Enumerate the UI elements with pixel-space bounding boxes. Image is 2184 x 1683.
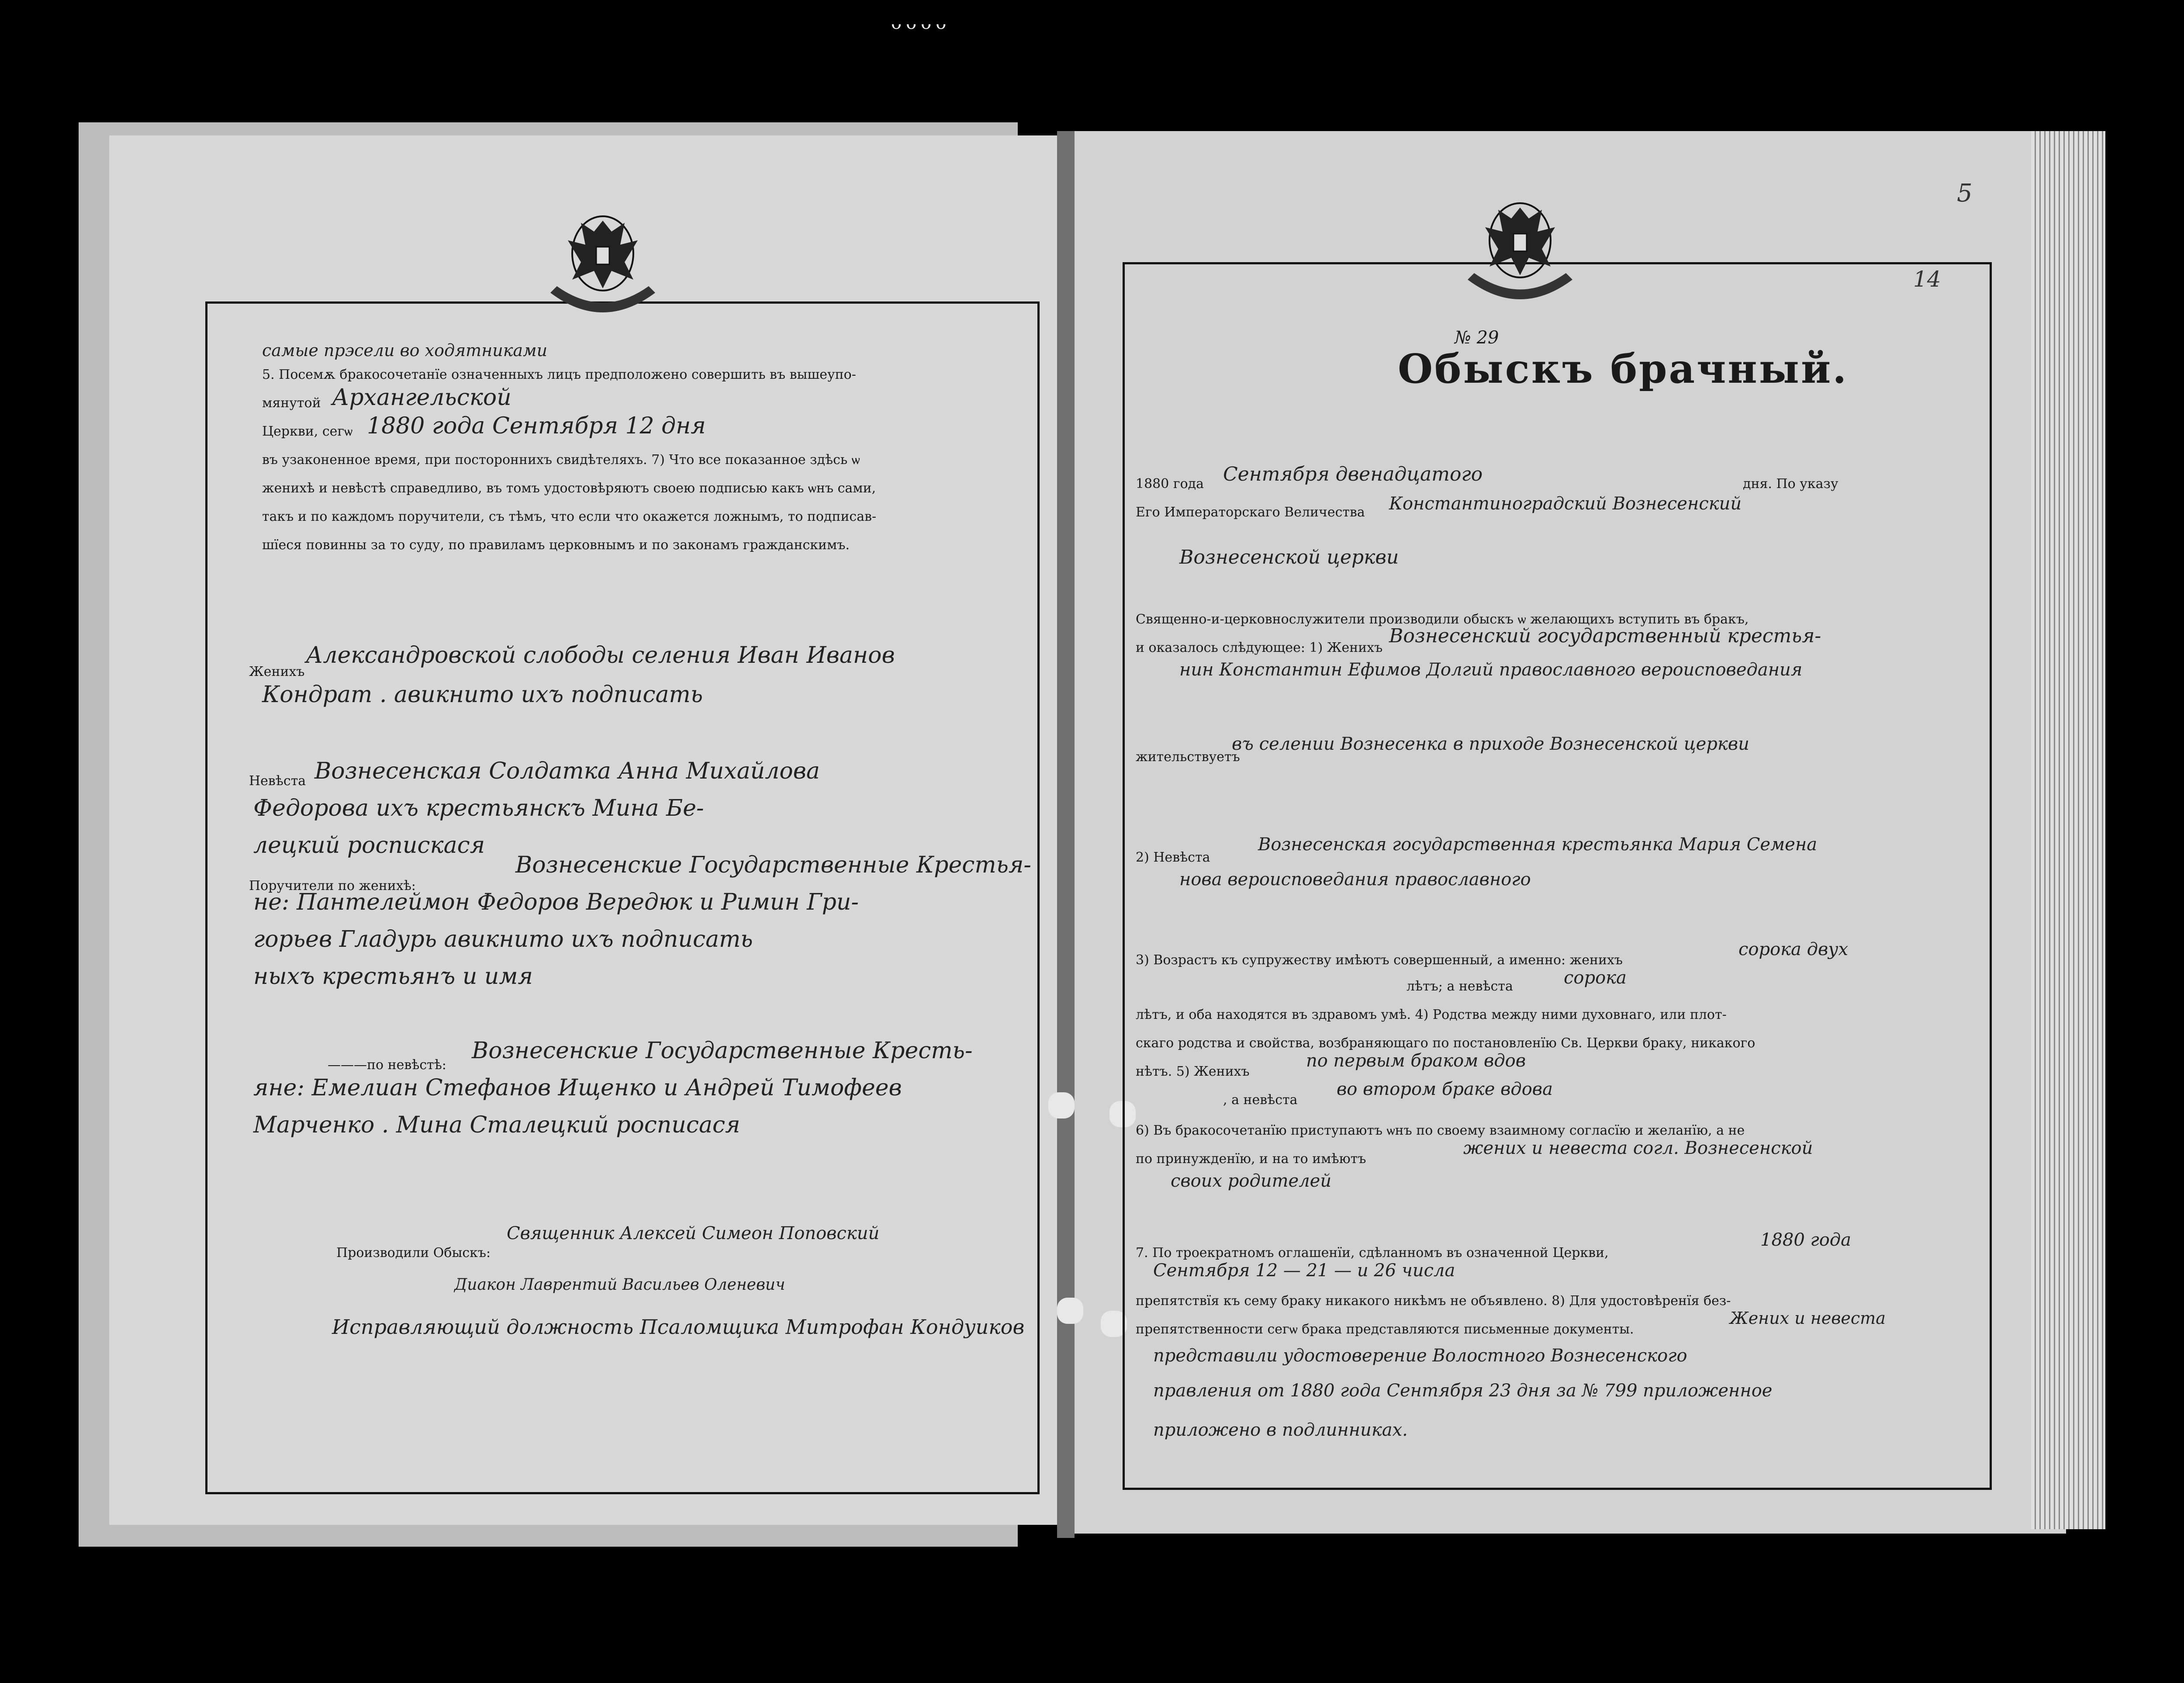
bride-sureties-handwritten-2: яне: Емелиан Стефанов Ищенко и Андрей Тимофеев [253, 1075, 902, 1101]
bride-status-handwritten: во втором браке вдова [1337, 1079, 1553, 1099]
book-edge-pages [2031, 131, 2105, 1529]
groom-handwritten-1: Александровской слободы селения Иван Иванов [306, 642, 895, 668]
bride-handwritten-1: Вознесенская государственная крестьянка Мария Семена [1258, 835, 1818, 855]
bride-label: Невѣста [249, 773, 306, 789]
binding-tape [1057, 1298, 1083, 1324]
groom-sureties-handwritten-4: ныхъ крестьянъ и имя [253, 963, 533, 990]
kinship-clause-2: скаго родства и свойства, возбраняющаго по постановленїю Св. Церкви браку, никакого [1136, 1035, 1755, 1051]
consent-clause-2: по принужденїю, и на то имѣютъ [1136, 1151, 1366, 1167]
clause-7-line2: женихѣ и невѣстѣ справедливо, въ томъ удостовѣряютъ своею подписью какъ ѡнъ сами, [262, 481, 876, 496]
groom-handwritten-2: нин Константин Ефимов Долгий православного вероисповедания [1179, 660, 1803, 680]
documents-clause: препятственности сегѡ брака представляются письменные документы. [1136, 1322, 1634, 1337]
by-decree-text: дня. По указу [1743, 476, 1838, 492]
clause-5-line2: мянутой [262, 395, 321, 411]
impediment-clause: препятствїя къ сему браку никакого никѣмъ не объявлено. 8) Для удостовѣренїя без- [1136, 1293, 1731, 1309]
bride-handwritten-2: Федорова ихъ крестьянскъ Мина Бе- [253, 795, 704, 821]
examiners-label: Производили Обыскъ: [336, 1245, 491, 1261]
carryover-line: самые прэсели во ходятниками [262, 341, 548, 360]
consent-handwritten-1: жених и невеста согл. Вознесенской [1463, 1138, 1813, 1158]
groom-sureties-handwritten-1: Вознесенские Государственные Крестья- [515, 852, 1031, 878]
documents-handwritten-2: представили удостоверение Волостного Вознесенского [1153, 1346, 1687, 1366]
clause-5-line1: 5. Посемѫ бракосочетанїе означенныхъ лицъ предположено совершить въ вышеупо- [262, 367, 856, 382]
banns-dates-handwritten: Сентября 12 — 21 — и 26 числа [1153, 1261, 1455, 1281]
imperial-majesty-text: Его Императорскаго Величества [1136, 505, 1365, 520]
groom-sureties-handwritten-2: не: Пантелеймон Федоров Вередюк и Римин Гри- [253, 889, 859, 915]
residence-label: жительствуетъ [1136, 749, 1240, 765]
banns-clause: 7. По троекратномъ оглашенїи, сдѣланномъ въ означенной Церкви, [1136, 1245, 1609, 1261]
kinship-clause-1: лѣтъ, и оба находятся въ здравомъ умѣ. 4) Родства между ними духовнаго, или плот- [1136, 1007, 1727, 1022]
archive-mark: ᴗᴗᴗᴗ [891, 13, 951, 33]
bride-sureties-handwritten-3: Марченко . Мина Сталецкий росписася [253, 1112, 740, 1138]
groom-handwritten-2: Кондрат . авикнито ихъ подписать [262, 682, 703, 708]
imperial-eagle-icon [537, 205, 668, 323]
bride-handwritten-1: Вознесенская Солдатка Анна Михайлова [314, 758, 820, 784]
banns-year-handwritten: 1880 года [1760, 1230, 1852, 1250]
age-clause: 3) Возрастъ къ супружеству имѣютъ совершенный, а именно: женихъ [1136, 952, 1623, 968]
signature-deacon: Диакон Лаврентий Васильев Оленевич [454, 1276, 785, 1294]
documents-handwritten-4: приложено в подлинниках. [1153, 1420, 1408, 1440]
groom-sureties-handwritten-3: горьев Гладурь авикнито ихъ подписать [253, 926, 753, 952]
clause-5-line3: Церкви, сегѡ [262, 424, 353, 439]
consent-clause-1: 6) Въ бракосочетанїю приступаютъ ѡнъ по своему взаимному согласїю и желанїю, а не [1136, 1123, 1745, 1138]
bride-sureties-handwritten-1: Вознесенские Государственные Кресть- [472, 1038, 973, 1064]
groom-age-handwritten: сорока двух [1738, 939, 1849, 959]
church-handwritten: Вознесенской церкви [1179, 546, 1399, 568]
bride-status-label: , а невѣста [1223, 1092, 1298, 1108]
book-gutter [1057, 131, 1075, 1538]
residence-handwritten: въ селении Вознесенка в приходе Вознесенской церкви [1232, 734, 1749, 754]
consistory-handwritten: Константиноградский Вознесенский [1389, 494, 1742, 514]
bride-handwritten-2: нова вероисповедания православного [1179, 869, 1531, 890]
groom-status-handwritten: по первым браком вдов [1306, 1051, 1526, 1071]
page-number-handwritten: 14 [1913, 267, 1941, 292]
clause-7-line3: такъ и по каждомъ поручители, съ тѣмъ, что если что окажется ложнымъ, то подписав- [262, 509, 877, 524]
groom-label: Женихъ [249, 664, 305, 679]
date-prefix: 1880 года [1136, 476, 1204, 492]
groom-label: и оказалось слѣдующее: 1) Женихъ [1136, 640, 1383, 655]
bride-handwritten-3: лецкий роспискася [253, 832, 485, 859]
imperial-eagle-icon [1455, 192, 1586, 310]
groom-sureties-label: Поручители по женихѣ: [249, 878, 416, 893]
clause-7-line4: шїеся повинны за то суду, по правиламъ церковнымъ и по законамъ гражданскимъ. [262, 537, 850, 553]
groom-handwritten-1: Вознесенский государственный крестья- [1389, 625, 1821, 647]
bride-age-handwritten: сорока [1564, 968, 1627, 988]
marital-status-label: нѣтъ. 5) Женихъ [1136, 1064, 1250, 1079]
document-title: Обыскъ брачный. [1398, 345, 1849, 392]
documents-handwritten-3: правления от 1880 года Сентября 23 дня за № 799 приложенное [1153, 1381, 1773, 1401]
record-number: № 29 [1455, 328, 1499, 348]
date-handwritten: Сентября двенадцатого [1223, 463, 1483, 485]
binding-tape [1048, 1092, 1075, 1119]
signature-psalmist: Исправляющий должность Псаломщика Митрофан Кондуиков [332, 1315, 1025, 1339]
examination-intro: Священно-и-церковнослужители производили обыскъ ѡ желающихъ вступить въ бракъ, [1136, 612, 1749, 627]
consent-handwritten-2: своих родителей [1171, 1171, 1332, 1191]
clause-7-line1: въ узаконенное время, при постороннихъ свидѣтеляхъ. 7) Что все показанное здѣсь ѡ [262, 452, 860, 468]
documents-handwritten-1: Жених и невеста [1730, 1309, 1886, 1328]
bride-sureties-label: ———по невѣстѣ: [328, 1057, 446, 1073]
church-name-handwritten: Архангельской [332, 384, 511, 411]
bride-label: 2) Невѣста [1136, 850, 1210, 865]
wedding-date-handwritten: 1880 года Сентября 12 дня [367, 413, 706, 439]
archive-folio-number: 5 [1957, 179, 1973, 208]
bride-age-label: лѣтъ; а невѣста [1406, 979, 1513, 994]
signature-priest: Священник Алексей Симеон Поповский [507, 1223, 880, 1243]
